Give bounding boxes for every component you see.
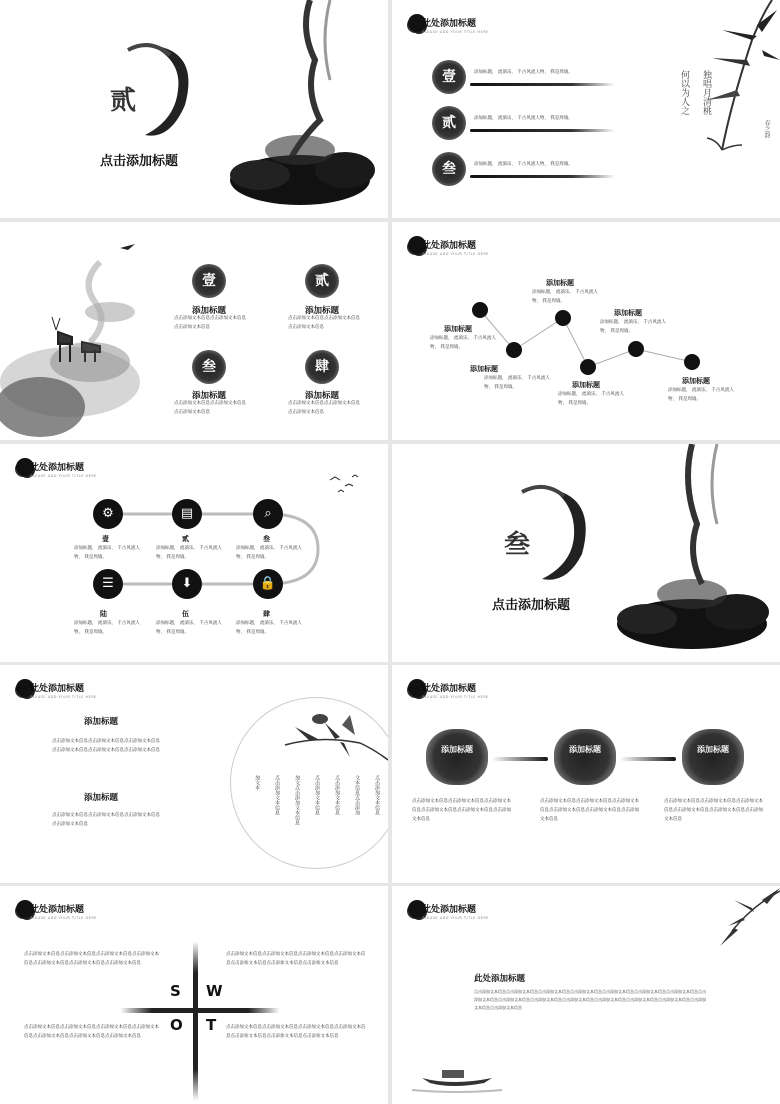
slide-5[interactable] <box>0 444 388 662</box>
item-title[interactable]: 添加标题 <box>305 306 340 316</box>
item-title[interactable]: 添加标题 <box>305 391 340 401</box>
vertical-text[interactable]: 点击添加文本信息 <box>274 775 280 815</box>
item-text[interactable]: 添加标题， 流淌乐， 千古风流人物， 我是周瑜。 <box>236 621 302 635</box>
item-title[interactable]: 添加标题 <box>614 309 642 317</box>
swot-horizontal-stroke <box>120 1008 280 1013</box>
section-number: 贰 <box>110 86 137 116</box>
poem-text: 独唱月清桃 <box>701 70 711 115</box>
slide-2[interactable] <box>392 0 780 218</box>
header-title[interactable]: 此处添加标题 <box>30 463 85 473</box>
database-icon[interactable]: ☰ <box>93 569 123 599</box>
timeline-dot[interactable] <box>580 359 596 375</box>
slide-10[interactable] <box>392 886 780 1104</box>
item-number-badge: 壹 <box>192 264 226 298</box>
swot-letter-s[interactable]: S <box>170 982 181 1000</box>
section-number: 叁 <box>504 530 531 560</box>
process-step-badge <box>682 729 744 785</box>
swot-letter-t[interactable]: T <box>206 1016 217 1034</box>
item-title[interactable]: 添加标题 <box>470 365 498 373</box>
swot-text[interactable]: 点击添加文本信息点击添加文本信息点击添加文本信息点击添加文本信息点击添加文本信息点击添加文本信息点击添加文本信息 <box>226 952 366 966</box>
swot-text[interactable]: 点击添加文本信息点击添加文本信息点击添加文本信息点击添加文本信息点击添加文本信息点击添加文本信息点击添加文本信息 <box>24 952 159 966</box>
content-text[interactable]: 点击添加文本信息点击添加文本信息点击添加文本信息点击添加文本信息点击添加文本信息点击添加文本信息点击添加文本信息点击添加文本信息点击添加文本信息点击添加文本信息点击添加文本信息点击添加文本信息点击添加文本信息点击添加文本信息点击添加文本信息点击添加文本信息 <box>474 989 706 1010</box>
boat-art <box>412 1056 502 1096</box>
item-text[interactable]: 点击添加文本信息点击添加文本信息点击添加文本信息 <box>288 316 360 330</box>
gear-head-icon[interactable]: ⚙ <box>93 499 123 529</box>
swot-text[interactable]: 点击添加文本信息点击添加文本信息点击添加文本信息点击添加文本信息点击添加文本信息点击添加文本信息点击添加文本信息 <box>24 1025 159 1039</box>
item-text[interactable]: 添加标题， 流淌乐， 千古风流人物， 我是周瑜。 <box>430 336 496 350</box>
section-title[interactable]: 点击添加标题 <box>100 154 179 169</box>
step-text[interactable]: 点击添加文本信息点击添加文本信息点击添加文本信息点击添加文本信息点击添加文本信息点击添加文本信息 <box>412 799 511 822</box>
header-subtitle: PLEASE ADD YOUR TITLE HERE <box>30 916 97 920</box>
header-title[interactable]: 此处添加标题 <box>30 684 85 694</box>
timeline-dot[interactable] <box>628 341 644 357</box>
vertical-text[interactable]: 点击添加文本信息 <box>314 775 320 815</box>
step-text[interactable]: 点击添加文本信息点击添加文本信息点击添加文本信息点击添加文本信息点击添加文本信息点击添加文本信息 <box>664 799 763 822</box>
item-text[interactable]: 添加标题， 流淌乐， 千古风流人物， 我是周瑜。 <box>558 392 624 406</box>
item-text[interactable]: 添加标题， 流淌乐， 千古风流人物， 我是周瑜。 <box>474 70 573 75</box>
content-title[interactable]: 此处添加标题 <box>474 974 526 984</box>
section-heading[interactable]: 添加标题 <box>84 717 119 727</box>
item-title[interactable]: 添加标题 <box>546 279 574 287</box>
swot-vertical-stroke <box>193 941 198 1101</box>
body-text[interactable]: 点击添加文本信息点击添加文本信息点击添加文本信息点击添加文本信息 <box>52 813 160 827</box>
timeline-dot[interactable] <box>472 302 488 318</box>
step-label[interactable]: 添加标题 <box>569 745 601 754</box>
item-number-badge: 肆 <box>305 350 339 384</box>
section-title[interactable]: 点击添加标题 <box>492 598 571 613</box>
search-icon[interactable]: ⌕ <box>253 499 283 529</box>
item-text[interactable]: 添加标题， 流淌乐， 千古风流人物， 我是周瑜。 <box>74 621 140 635</box>
item-text[interactable]: 添加标题， 流淌乐， 千古风流人物， 我是周瑜。 <box>600 320 666 334</box>
swot-letter-w[interactable]: W <box>206 982 223 1000</box>
header-subtitle: PLEASE ADD YOUR TITLE HERE <box>30 695 97 699</box>
vertical-text[interactable]: 点击添加文本信息 <box>374 775 380 815</box>
header-subtitle: PLEASE ADD YOUR TITLE HERE <box>30 474 97 478</box>
swot-letter-o[interactable]: O <box>170 1016 183 1034</box>
item-text[interactable]: 点击添加文本信息点击添加文本信息点击添加文本信息 <box>288 401 360 415</box>
ink-swirl-art <box>0 0 388 218</box>
poem-text: 何以为人之 <box>679 70 689 115</box>
slide-7[interactable] <box>0 665 388 883</box>
header-title[interactable]: 此处添加标题 <box>422 684 477 694</box>
header-subtitle: PLEASE ADD YOUR TITLE HERE <box>422 252 489 256</box>
step-label[interactable]: 添加标题 <box>441 745 473 754</box>
item-number: 壹 <box>102 535 109 543</box>
vertical-text[interactable]: 文本信息点击添加 <box>354 775 360 815</box>
item-number-badge: 壹 <box>432 60 466 94</box>
timeline-dot[interactable] <box>555 310 571 326</box>
header-title[interactable]: 此处添加标题 <box>422 19 477 29</box>
item-number: 伍 <box>182 610 189 618</box>
item-number: 肆 <box>263 610 270 618</box>
slide-9[interactable] <box>0 886 388 1104</box>
item-number-badge: 贰 <box>305 264 339 298</box>
header-subtitle: PLEASE ADD YOUR TITLE HERE <box>422 695 489 699</box>
item-title[interactable]: 添加标题 <box>572 381 600 389</box>
brush-stroke <box>470 175 615 178</box>
arrow-brush-icon <box>620 757 676 761</box>
swot-text[interactable]: 点击添加文本信息点击添加文本信息点击添加文本信息点击添加文本信息点击添加文本信息点击添加文本信息点击添加文本信息 <box>226 1025 366 1039</box>
item-text[interactable]: 添加标题， 流淌乐， 千古风流人物， 我是周瑜。 <box>532 290 598 304</box>
signature-text: 春之韵 <box>763 120 770 138</box>
item-number-badge: 贰 <box>432 106 466 140</box>
step-text[interactable]: 点击添加文本信息点击添加文本信息点击添加文本信息点击添加文本信息点击添加文本信息点击添加文本信息 <box>540 799 639 822</box>
bamboo-leaves-art <box>712 886 780 956</box>
item-title[interactable]: 添加标题 <box>192 306 227 316</box>
slide-4[interactable] <box>392 222 780 440</box>
item-title[interactable]: 添加标题 <box>682 377 710 385</box>
item-title[interactable]: 添加标题 <box>192 391 227 401</box>
item-number: 陆 <box>100 610 107 618</box>
body-text[interactable]: 点击添加文本信息点击添加文本信息点击添加文本信息点击添加文本信息点击添加文本信息点击添加文本信息 <box>52 739 160 753</box>
timeline-dot[interactable] <box>506 342 522 358</box>
item-text[interactable]: 添加标题， 流淌乐， 千古风流人物， 我是周瑜。 <box>156 621 222 635</box>
section-heading[interactable]: 添加标题 <box>84 793 119 803</box>
item-text[interactable]: 添加标题， 流淌乐， 千古风流人物， 我是周瑜。 <box>236 546 302 560</box>
arrow-brush-icon <box>492 757 548 761</box>
slide-3[interactable] <box>0 222 388 440</box>
step-label[interactable]: 添加标题 <box>697 745 729 754</box>
item-text[interactable]: 点击添加文本信息点击添加文本信息点击添加文本信息 <box>174 316 246 330</box>
header-title[interactable]: 此处添加标题 <box>422 905 477 915</box>
brush-stroke <box>470 129 615 132</box>
vertical-text[interactable]: 加文点击添加文本信息 <box>294 775 300 825</box>
item-text[interactable]: 添加标题， 流淌乐， 千古风流人物， 我是周瑜。 <box>74 546 140 560</box>
slide-1[interactable] <box>0 0 388 218</box>
header-subtitle: PLEASE ADD YOUR TITLE HERE <box>422 30 489 34</box>
header-title[interactable]: 此处添加标题 <box>422 241 477 251</box>
lock-icon[interactable]: 🔒 <box>253 569 283 599</box>
process-step-badge <box>426 729 488 785</box>
vertical-text[interactable]: 加文本 <box>254 775 260 790</box>
timeline-dot[interactable] <box>684 354 700 370</box>
item-number: 贰 <box>182 535 189 543</box>
brush-stroke <box>470 83 615 86</box>
item-text[interactable]: 添加标题， 流淌乐， 千古风流人物， 我是周瑜。 <box>668 388 734 402</box>
bird-branch-art <box>280 705 388 765</box>
item-text[interactable]: 添加标题， 流淌乐， 千古风流人物， 我是周瑜。 <box>484 376 550 390</box>
item-text[interactable]: 添加标题， 流淌乐， 千古风流人物， 我是周瑜。 <box>156 546 222 560</box>
item-text[interactable]: 点击添加文本信息点击添加文本信息点击添加文本信息 <box>174 401 246 415</box>
item-text[interactable]: 添加标题， 流淌乐， 千古风流人物， 我是周瑜。 <box>474 116 573 121</box>
item-number-badge: 叁 <box>192 350 226 384</box>
vertical-text[interactable]: 点击添加文本信息 <box>334 775 340 815</box>
header-title[interactable]: 此处添加标题 <box>30 905 85 915</box>
slide-8[interactable] <box>392 665 780 883</box>
header-subtitle: PLEASE ADD YOUR TITLE HERE <box>422 916 489 920</box>
item-text[interactable]: 添加标题， 流淌乐， 千古风流人物， 我是周瑜。 <box>474 162 573 167</box>
ink-swirl-art <box>392 444 780 662</box>
item-number-badge: 叁 <box>432 152 466 186</box>
download-icon[interactable]: ⬇ <box>172 569 202 599</box>
slide-6[interactable] <box>392 444 780 662</box>
process-step-badge <box>554 729 616 785</box>
item-number: 叁 <box>263 535 270 543</box>
item-title[interactable]: 添加标题 <box>444 325 472 333</box>
deer-landscape-art <box>0 222 150 440</box>
chart-icon[interactable]: ▤ <box>172 499 202 529</box>
